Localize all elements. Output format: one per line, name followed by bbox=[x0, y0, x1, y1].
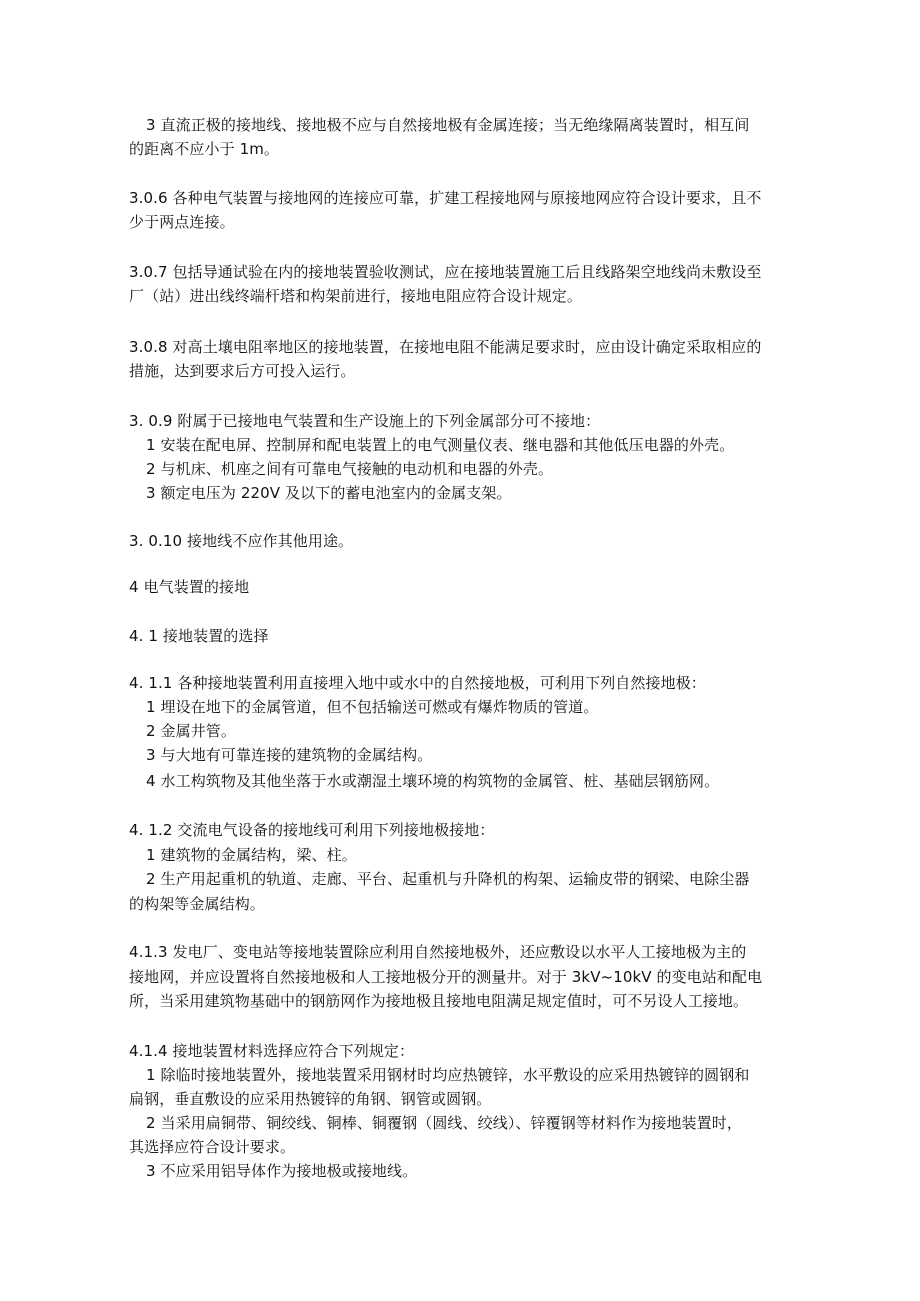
text-line: 3. 0.9 附属于已接地电气装置和生产设施上的下列金属部分可不接地： bbox=[129, 412, 601, 430]
text-line: 4.1.4 接地装置材料选择应符合下列规定： bbox=[129, 1042, 415, 1060]
text-line: 4.1.3 发电厂、变电站等接地装置除应利用自然接地极外，还应敷设以水平人工接地极为主的 bbox=[129, 943, 747, 961]
section-heading: 4 电气装置的接地 bbox=[129, 578, 250, 596]
text-line: 4. 1.2 交流电气设备的接地线可利用下列接地极接地： bbox=[129, 821, 495, 839]
text-line: 3 额定电压为 220V 及以下的蓄电池室内的金属支架。 bbox=[146, 484, 512, 502]
text-line: 3 不应采用铝导体作为接地极或接地线。 bbox=[146, 1162, 418, 1180]
text-line: 的构架等金属结构。 bbox=[129, 895, 265, 913]
text-line: 接地网，并应设置将自然接地极和人工接地极分开的测量井。对于 3kV~10kV 的变电站和配电 bbox=[129, 968, 763, 986]
text-line: 3.0.8 对高土壤电阻率地区的接地装置，在接地电阻不能满足要求时，应由设计确定采取相应的 bbox=[129, 338, 762, 356]
text-line: 4 水工构筑物及其他坐落于水或潮湿土壤环境的构筑物的金属管、桩、基础层钢筋网。 bbox=[146, 772, 720, 790]
text-line: 1 埋设在地下的金属管道，但不包括输送可燃或有爆炸物质的管道。 bbox=[146, 698, 599, 716]
text-line: 1 除临时接地装置外，接地装置采用钢材时均应热镀锌，水平敷设的应采用热镀锌的圆钢和 bbox=[146, 1066, 750, 1084]
text-line: 2 当采用扁铜带、铜绞线、铜棒、铜覆钢（圆线、绞线）、锌覆钢等材料作为接地装置时， bbox=[146, 1114, 742, 1132]
text-line: 2 金属井管。 bbox=[146, 722, 237, 740]
text-line: 3.0.7 包括导通试验在内的接地装置验收测试，应在接地装置施工后且线路架空地线尚未敷设至 bbox=[129, 263, 762, 281]
text-line: 2 与机床、机座之间有可靠电气接触的电动机和电器的外壳。 bbox=[146, 460, 554, 478]
text-line: 其选择应符合设计要求。 bbox=[129, 1138, 296, 1156]
text-line: 4. 1.1 各种接地装置利用直接埋入地中或水中的自然接地极，可利用下列自然接地极： bbox=[129, 674, 706, 692]
text-line: 3.0.6 各种电气装置与接地网的连接应可靠，扩建工程接地网与原接地网应符合设计要求，且不 bbox=[129, 189, 762, 207]
text-line: 1 安装在配电屏、控制屏和配电装置上的电气测量仪表、继电器和其他低压电器的外壳。 bbox=[146, 436, 735, 454]
text-line: 措施，达到要求后方可投入运行。 bbox=[129, 362, 356, 380]
text-line: 扁钢，垂直敷设的应采用热镀锌的角钢、钢管或圆钢。 bbox=[129, 1090, 492, 1108]
text-line: 3 直流正极的接地线、接地极不应与自然接地极有金属连接；当无绝缘隔离装置时，相互间 bbox=[146, 116, 750, 134]
text-line: 2 生产用起重机的轨道、走廊、平台、起重机与升降机的构架、运输皮带的钢梁、电除尘器 bbox=[146, 870, 750, 888]
text-line: 的距离不应小于 1m。 bbox=[129, 140, 280, 158]
text-line: 所，当采用建筑物基础中的钢筋网作为接地极且接地电阻满足规定值时，可不另设人工接地。 bbox=[129, 992, 749, 1010]
section-heading: 4. 1 接地装置的选择 bbox=[129, 627, 269, 645]
text-line: 1 建筑物的金属结构，梁、柱。 bbox=[146, 846, 357, 864]
text-line: 厂（站）进出线终端杆塔和构架前进行，接地电阻应符合设计规定。 bbox=[129, 287, 583, 305]
text-line: 3. 0.10 接地线不应作其他用途。 bbox=[129, 532, 354, 550]
text-line: 3 与大地有可靠连接的建筑物的金属结构。 bbox=[146, 746, 433, 764]
text-line: 少于两点连接。 bbox=[129, 213, 235, 231]
